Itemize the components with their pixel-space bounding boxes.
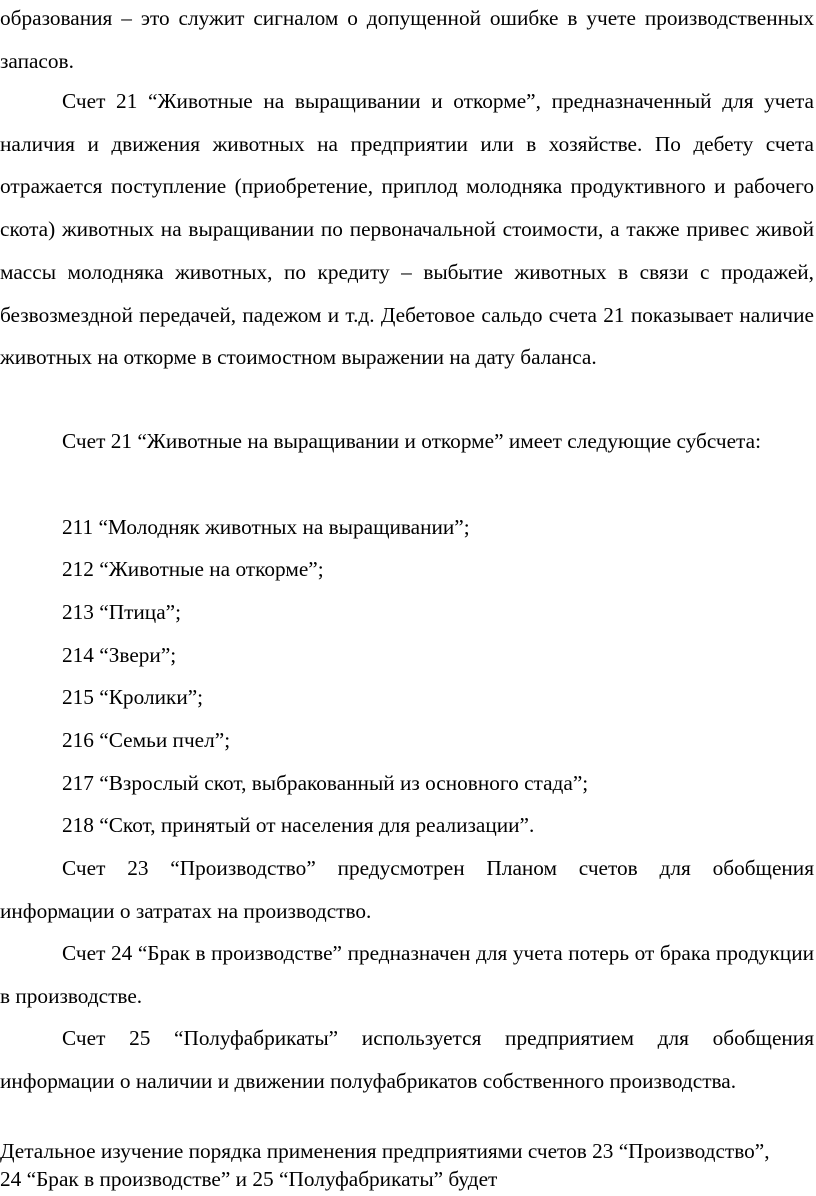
list-item: 216 “Семьи пчел”; [62,728,231,752]
list-item: 212 “Животные на откорме”; [62,557,324,581]
list-item: 215 “Кролики”; [62,685,204,709]
list-item: 213 “Птица”; [62,600,182,624]
paragraph-intro-continuation: образования – это служит сигналом о допущенной ошибке в учете производственных запасов. [0,6,814,73]
paragraph-account-24: Счет 24 “Брак в производстве” предназначен для учета потерь от брака продукции в производстве. [0,941,814,1008]
paragraph-account-25: Счет 25 “Полуфабрикаты” используется предприятием для обобщения информации о наличии и движении полуфабрикатов собственного производства. [0,1026,814,1093]
paragraph-account-23: Счет 23 “Производство” предусмотрен Планом счетов для обобщения информации о затратах на производство. [0,856,814,923]
list-item: 211 “Молодняк животных на выращивании”; [62,515,470,539]
paragraph-account-21: Счет 21 “Животные на выращивании и откорме”, предназначенный для учета наличия и движения животных на предприятии или в хозяйстве. По дебету счета отражается поступление (приобретение, приплод молодняка продуктивного и рабочего скота) животных на выращивании по первоначальной стоимости, а также привес живой массы молодняка животных, по кредиту – выбытие животных в связи с продажей, безвозмездной передачей, падежом и т.д. Дебетовое сальдо счета 21 показывает наличие животных на откорме в стоимостном выражении на дату баланса. [0,89,814,370]
list-item: 217 “Взрослый скот, выбракованный из основного стада”; [62,771,589,795]
list-item: 214 “Звери”; [62,643,177,667]
paragraph-closing: Детальное изучение порядка применения предприятиями счетов 23 “Производство”, 24 “Брак в производстве” и 25 “Полуфабрикаты” будет [0,1139,770,1191]
list-item: 218 “Скот, принятый от населения для реализации”. [62,813,535,837]
paragraph-account-21-subaccounts: Счет 21 “Животные на выращивании и откорме” имеет следующие субсчета: [62,429,761,453]
